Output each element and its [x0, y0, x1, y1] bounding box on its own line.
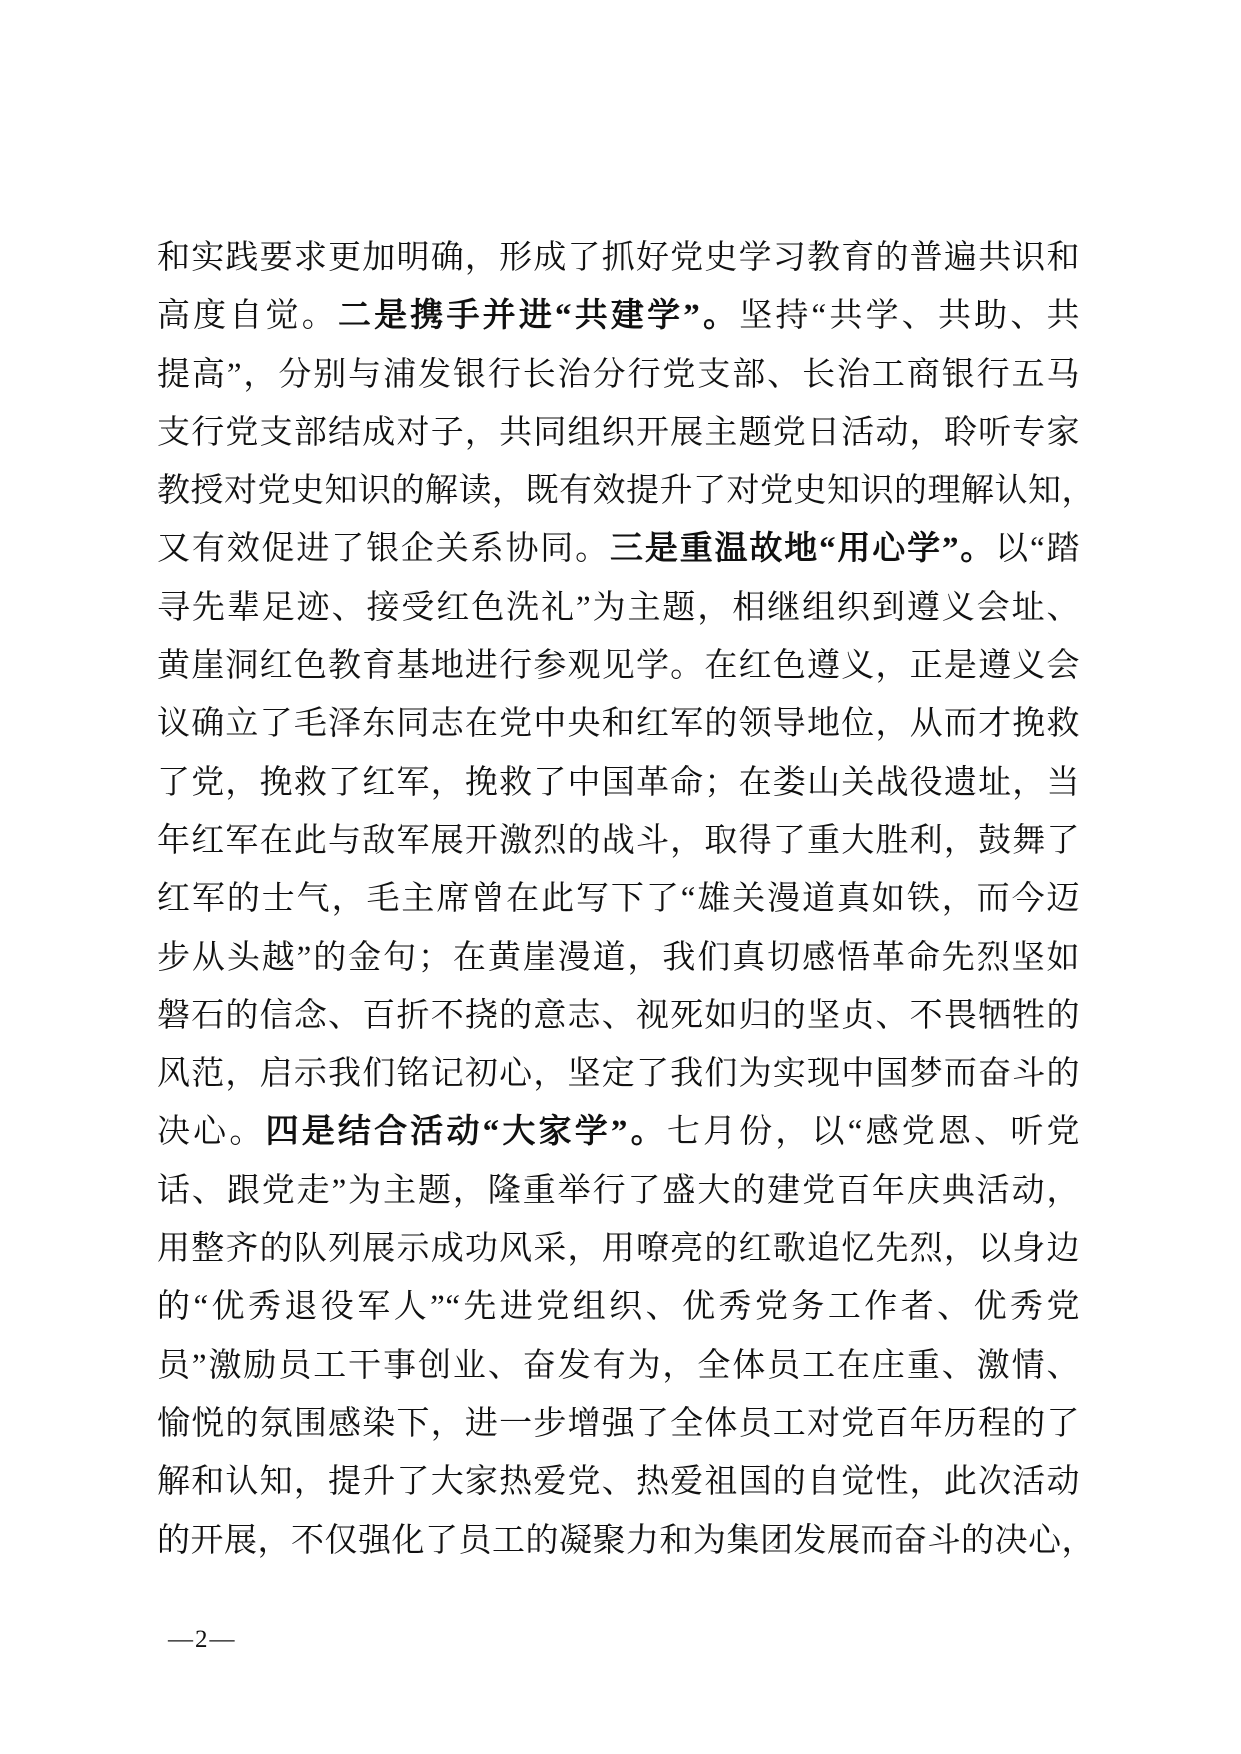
text-line	[157, 754, 1080, 812]
body-text: 了党，挽救了红军，挽救了中国革命；在娄山关战役遗址，当	[157, 764, 1080, 801]
body-text: 话、跟党走”为主题，隆重举行了盛大的建党百年庆典活动，	[157, 1172, 1080, 1209]
text-line	[157, 1103, 1080, 1161]
body-text: 的开展，不仅强化了员工的凝聚力和为集团发展而奋斗的决心，	[157, 1522, 1095, 1559]
body-text: 风范，启示我们铭记初心，坚定了我们为实现中国梦而奋斗的	[157, 1056, 1080, 1093]
text-line	[157, 229, 1080, 287]
text-line	[157, 1337, 1080, 1395]
text-line	[157, 929, 1080, 987]
emphasis-text: 二是携手并进“共建学”。	[337, 298, 740, 335]
text-line	[157, 1453, 1080, 1511]
emphasis-text: 三是重温故地“用心学”。	[610, 531, 996, 568]
body-text: 解和认知，提升了大家热爱党、热爱祖国的自觉性，此次活动	[157, 1464, 1080, 1501]
body-text: 年红军在此与敌军展开激烈的战斗，取得了重大胜利，鼓舞了	[157, 822, 1080, 859]
body-text: 支行党支部结成对子，共同组织开展主题党日活动，聆听专家	[157, 414, 1080, 451]
text-line	[157, 987, 1080, 1045]
body-text: 坚持“共学、共助、共	[739, 298, 1081, 335]
body-text: 决心。	[157, 1114, 266, 1151]
body-text: 议确立了毛泽东同志在党中央和红军的领导地位，从而才挽救	[157, 706, 1080, 743]
text-line	[157, 1220, 1080, 1278]
page-number: —2—	[168, 1626, 237, 1653]
body-text: 用整齐的队列展示成功风采，用嘹亮的红歌追忆先烈，以身边	[157, 1231, 1080, 1268]
text-line	[157, 812, 1080, 870]
text-line	[157, 462, 1095, 520]
text-line	[157, 287, 1080, 345]
body-text: 的“优秀退役军人”“先进党组织、优秀党务工作者、优秀党	[157, 1289, 1080, 1326]
text-line	[157, 870, 1080, 928]
body-text: 步从头越”的金句；在黄崖漫道，我们真切感悟革命先烈坚如	[157, 939, 1080, 976]
text-line	[157, 404, 1080, 462]
body-text: 磐石的信念、百折不挠的意志、视死如归的坚贞、不畏牺牲的	[157, 997, 1080, 1034]
text-block	[157, 229, 1095, 1570]
body-text: 寻先辈足迹、接受红色洗礼”为主题，相继组织到遵义会址、	[157, 589, 1080, 626]
body-text: 高度自觉。	[157, 298, 338, 335]
text-line	[157, 1278, 1080, 1336]
body-text: 红军的士气，毛主席曾在此写下了“雄关漫道真如铁，而今迈	[157, 881, 1080, 918]
body-text: 教授对党史知识的解读，既有效提升了对党史知识的理解认知，	[157, 473, 1095, 510]
body-text: 愉悦的氛围感染下，进一步增强了全体员工对党百年历程的了	[157, 1405, 1080, 1442]
text-line	[157, 637, 1080, 695]
text-line	[157, 520, 1080, 578]
body-text: 提高”，分别与浦发银行长治分行党支部、长治工商银行五马	[157, 356, 1080, 393]
text-line	[157, 1045, 1080, 1103]
body-text: 七月份，以“感党恩、听党	[666, 1114, 1081, 1151]
body-text: 又有效促进了银企关系协同。	[157, 531, 610, 568]
text-line	[157, 579, 1080, 637]
text-line	[157, 1512, 1095, 1570]
emphasis-text: 四是结合活动“大家学”。	[265, 1114, 667, 1151]
text-line	[157, 1162, 1080, 1220]
text-line	[157, 695, 1080, 753]
body-text: 员”激励员工干事创业、奋发有为，全体员工在庄重、激情、	[157, 1347, 1080, 1384]
text-line	[157, 1395, 1080, 1453]
body-text: 黄崖洞红色教育基地进行参观见学。在红色遵义，正是遵义会	[157, 648, 1080, 685]
body-text: 和实践要求更加明确，形成了抓好党史学习教育的普遍共识和	[157, 240, 1080, 276]
body-text: 以“踏	[995, 531, 1080, 568]
text-line	[157, 346, 1080, 404]
